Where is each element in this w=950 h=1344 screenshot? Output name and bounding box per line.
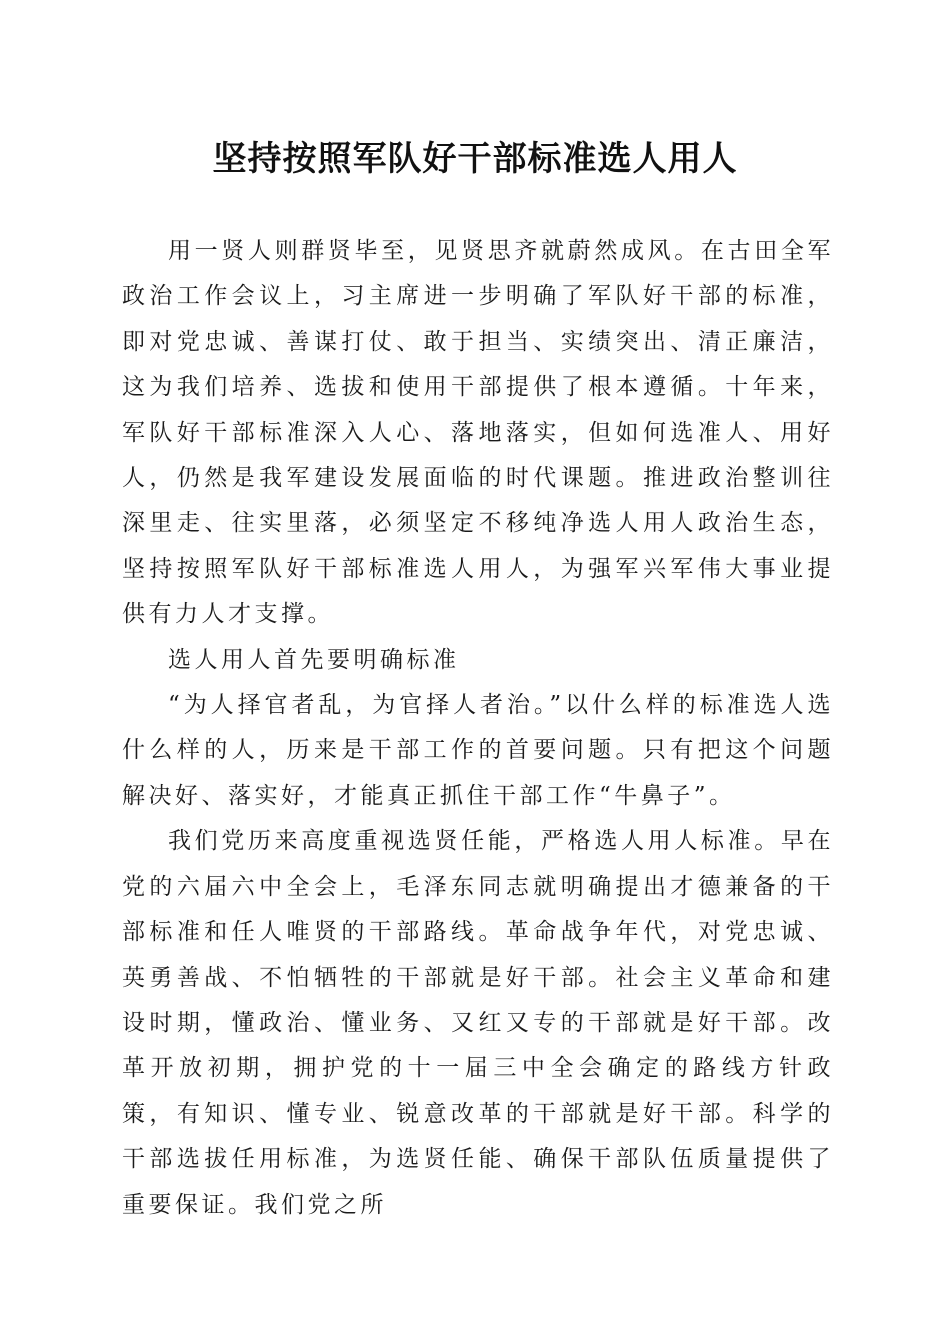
document-body xyxy=(122,229,834,1228)
paragraph-quote: “为人择官者乱，为官择人者治。”以什么样的标准选人选什么样的人，历来是干部工作的首要问题。只有把这个问题解决好、落实好，才能真正抓住干部工作“牛鼻子”。 xyxy=(122,692,834,809)
paragraph-history: 我们党历来高度重视选贤任能，严格选人用人标准。早在党的六届六中全会上，毛泽东同志就明确提出才德兼备的干部标准和任人唯贤的干部路线。革命战争年代，对党忠诚、英勇善战、不怕牺牲的干部就是好干部。社会主义革命和建设时期，懂政治、懂业务、又红又专的干部就是好干部。改革开放初期，拥护党的十一届三中全会确定的路线方针政策，有知识、懂专业、锐意改革的干部就是好干部。科学的干部选拔任用标准，为选贤任能、确保干部队伍质量提供了重要保证。我们党之所 xyxy=(122,828,834,1218)
section-heading: 选人用人首先要明确标准 xyxy=(168,646,460,673)
document-title: 坚持按照军队好干部标准选人用人 xyxy=(212,139,738,179)
paragraph-intro: 用一贤人则群贤毕至，见贤思齐就蔚然成风。在古田全军政治工作会议上，习主席进一步明确了军队好干部的标准，即对党忠诚、善谋打仗、敢于担当、实绩突出、清正廉洁，这为我们培养、选拔和使用干部提供了根本遵循。十年来，军队好干部标准深入人心、落地落实，但如何选准人、用好人，仍然是我军建设发展面临的时代课题。推进政治整训往深里走、往实里落，必须坚定不移纯净选人用人政治生态，坚持按照军队好干部标准选人用人，为强军兴军伟大事业提供有力人才支撑。 xyxy=(122,238,834,628)
